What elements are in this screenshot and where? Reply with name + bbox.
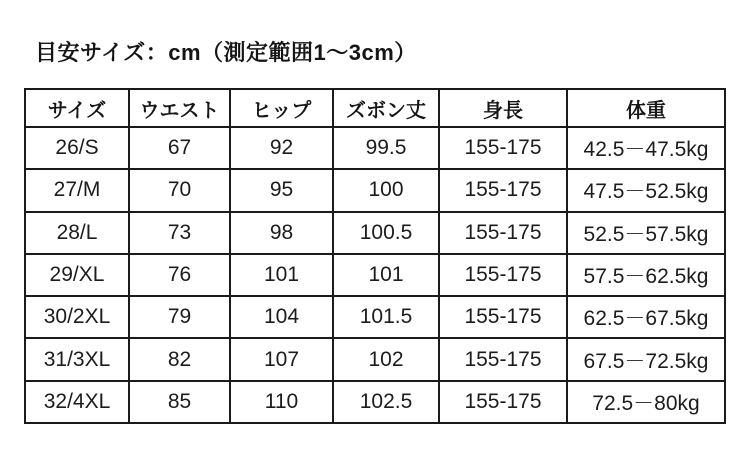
col-header-length: ズボン丈 <box>333 89 439 127</box>
cell-weight: 62.5－67.5kg <box>567 296 725 338</box>
cell-height: 155-175 <box>439 212 567 254</box>
cell-size: 29/XL <box>25 254 129 296</box>
table-row <box>25 381 725 423</box>
cell-weight: 52.5－57.5kg <box>567 212 725 254</box>
cell-length: 102 <box>333 338 439 380</box>
cell-height: 155-175 <box>439 169 567 211</box>
cell-waist: 85 <box>129 381 230 423</box>
cell-height: 155-175 <box>439 381 567 423</box>
table-row <box>25 296 725 338</box>
header-row <box>25 89 725 127</box>
cell-hip: 92 <box>230 127 333 169</box>
col-header-size: サイズ <box>25 89 129 127</box>
cell-height: 155-175 <box>439 338 567 380</box>
cell-waist: 70 <box>129 169 230 211</box>
cell-height: 155-175 <box>439 296 567 338</box>
table-row <box>25 338 725 380</box>
cell-size: 32/4XL <box>25 381 129 423</box>
cell-waist: 76 <box>129 254 230 296</box>
cell-waist: 67 <box>129 127 230 169</box>
cell-weight: 67.5－72.5kg <box>567 338 725 380</box>
cell-weight: 47.5－52.5kg <box>567 169 725 211</box>
cell-waist: 79 <box>129 296 230 338</box>
cell-length: 101.5 <box>333 296 439 338</box>
size-chart-title: 目安サイズ：cm（測定範囲1～3cm） <box>35 40 417 65</box>
cell-size: 28/L <box>25 212 129 254</box>
cell-weight: 42.5－47.5kg <box>567 127 725 169</box>
cell-weight: 72.5－80kg <box>567 381 725 423</box>
cell-hip: 104 <box>230 296 333 338</box>
col-header-waist: ウエスト <box>129 89 230 127</box>
table-row <box>25 212 725 254</box>
cell-height: 155-175 <box>439 127 567 169</box>
cell-length: 100 <box>333 169 439 211</box>
cell-length: 101 <box>333 254 439 296</box>
col-header-weight: 体重 <box>567 89 725 127</box>
cell-waist: 82 <box>129 338 230 380</box>
table-row <box>25 127 725 169</box>
cell-size: 31/3XL <box>25 338 129 380</box>
cell-length: 99.5 <box>333 127 439 169</box>
cell-length: 100.5 <box>333 212 439 254</box>
col-header-height: 身長 <box>439 89 567 127</box>
cell-size: 27/M <box>25 169 129 211</box>
cell-weight: 57.5－62.5kg <box>567 254 725 296</box>
cell-hip: 95 <box>230 169 333 211</box>
table-row <box>25 169 725 211</box>
cell-size: 30/2XL <box>25 296 129 338</box>
col-header-hip: ヒップ <box>230 89 333 127</box>
cell-hip: 107 <box>230 338 333 380</box>
cell-size: 26/S <box>25 127 129 169</box>
cell-height: 155-175 <box>439 254 567 296</box>
cell-hip: 98 <box>230 212 333 254</box>
size-chart-table <box>24 88 726 424</box>
cell-waist: 73 <box>129 212 230 254</box>
cell-length: 102.5 <box>333 381 439 423</box>
cell-hip: 101 <box>230 254 333 296</box>
cell-hip: 110 <box>230 381 333 423</box>
table-row <box>25 254 725 296</box>
